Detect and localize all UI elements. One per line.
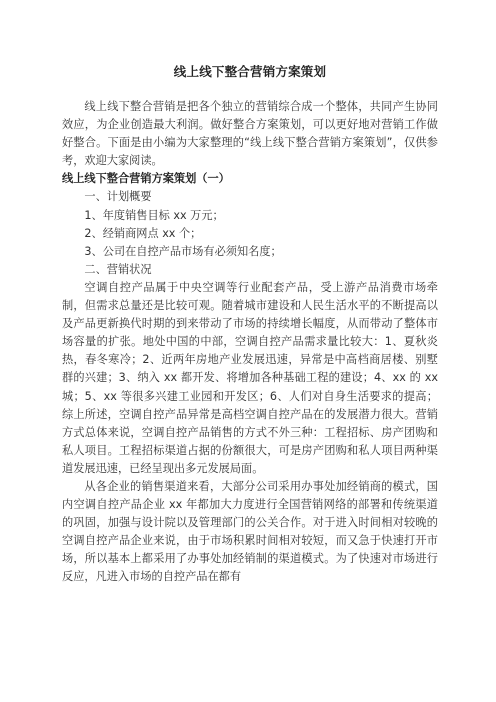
list-item: 1、年度销售目标 xx 万元； [84,208,224,222]
list-item: 2、经销商网点 xx 个； [84,226,202,240]
body-paragraph: 从各企业的销售渠道来看，大部分公司采用办事处加经销商的模式，国内空调自控产品企业 xx 年都加大力度进行全国营销网络的部署和传统渠道的巩固，加强与设计院以及管理部门的公关合作。对于进入时间相对较晚的空调自控产品企业来说，由于市场积累时间相对较短，而又急于快速打开市场，所以基本上都采用了办事处加经销制的渠道模式。为了快速对市场进行反应，凡进入市场的自控产品在都有 [62,479,438,584]
intro-paragraph: 线上线下整合营销是把各个独立的营销综合成一个整体，共同产生协同效应，为企业创造最大利润。做好整合方案策划，可以更好地对营销工作做好整合。下面是由小编为大家整理的“线上线下整合营销方案策划”，仅供参考，欢迎大家阅读。 [62,100,438,168]
document-title: 线上线下整合营销方案策划 [173,64,327,79]
section2-title: 二、营销状况 [84,262,152,276]
section-heading: 线上线下整合营销方案策划（一） [62,172,230,186]
list-item: 3、公司在自控产品市场有必须知名度； [84,244,282,258]
body-paragraph: 空调自控产品属于中央空调等行业配套产品，受上游产品消费市场牵制，但需求总量还是比较可观。随着城市建设和人民生活水平的不断提高以及产品更新换代时期的到来带动了市场的持续增长幅度，从而带动了整体市场容量的扩张。地处中国的中部，空调自控产品需求量比较大：1、夏秋炎热，春冬寒冷；2、近两年房地产业发展迅速，异常是中高档商居楼、别墅群的兴建；3、纳入 xx 都开发、将增加各种基础工程的建设；4、xx 的 xx 城；5、xx 等很多兴建工业园和开发区；6、人们对自身生活要求的提高；综上所述，空调自控产品异常是高档空调自控产品在的发展潜力很大。营销方式总体来说，空调自控产品销售的方式不外三种：工程招标、房产团购和私人项目。工程招标渠道占据的份额很大，可是房产团购和私人项目两种渠道发展迅速，已经呈现出多元发展局面。 [62,280,438,475]
section1-title: 一、计划概要 [84,190,152,204]
